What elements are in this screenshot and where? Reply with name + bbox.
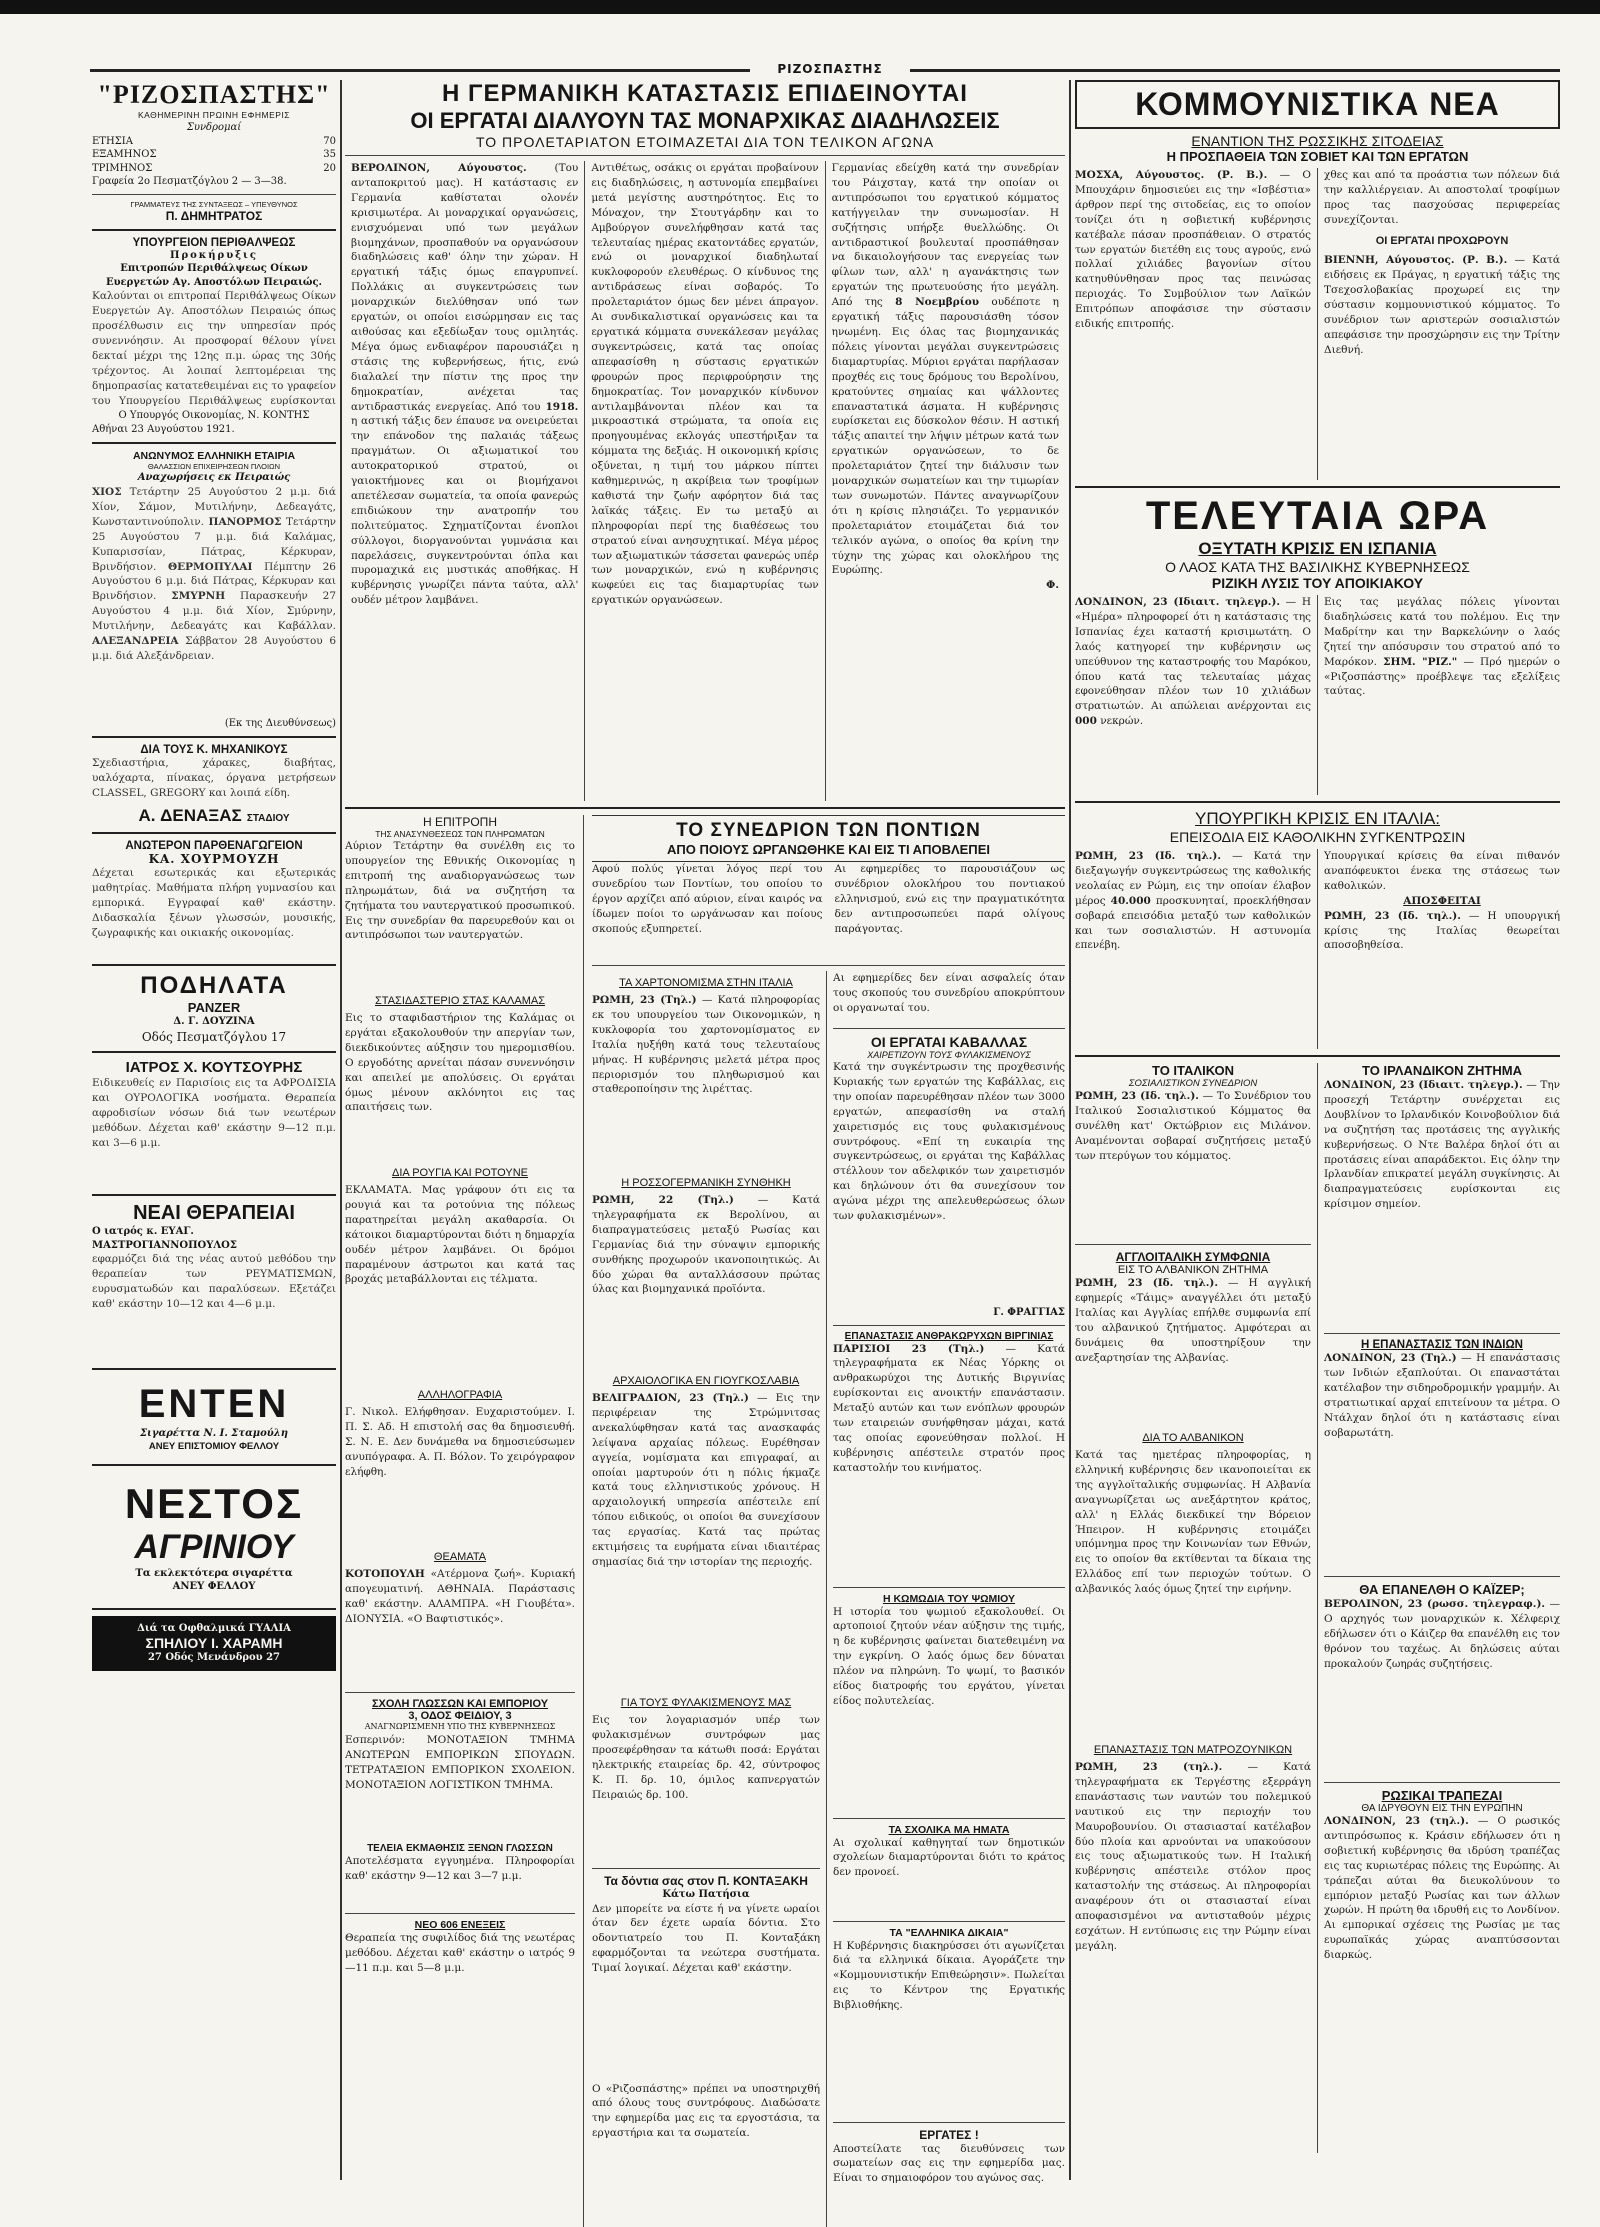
school-books-title: ΤΑ ΣΧΟΛΙΚΑ ΜΑ ΗΜΑΤΑ <box>888 1823 1010 1836</box>
spain-subtitle: Ο ΛΑΟΣ ΚΑΤΑ ΤΗΣ ΒΑΣΙΛΙΚΗΣ ΚΥΒΕΡΝΗΣΕΩΣ <box>1165 559 1470 575</box>
komodia-title: Η ΚΩΜΩΔΙΑ ΤΟΥ ΨΩΜΙΟΥ <box>882 1592 1016 1605</box>
headline-main: Η ΓΕΡΜΑΝΙΚΗ ΚΑΤΑΣΤΑΣΙΣ ΕΠΙΔΕΙΝΟΥΤΑΙ <box>442 80 968 107</box>
right-news-b: ΤΟ ΙΡΛΑΝΔΙΚΟΝ ΖΗΤΗΜΑ ΛΟΝΔΙΝΟΝ, 23 (Ιδιαιτ. τηλεγρ.). — Την προσεχή Τετάρτην συνέρχεται εις Δουβλίνον το Ιρλανδικόν Κοινοβούλιον διά να συζητήση τας προτάσεις της αγγλικής κυβερνήσεως. Ο Ντε Βαλέρα δηλοί ότι αι προτάσεις είναι απαράδεκτοι. Εις όλην την Ιρλανδίαν επικρατεί μεγάλη συγκίνησις. Αι διαπραγματεύσεις ευρίσκονται εις κρίσιμον σημείον. Η ΕΠΑΝΑΣΤΑΣΙΣ ΤΩΝ ΙΝΔΙΩΝ ΛΟΝΔΙΝΟΝ, 23 (Τηλ.) — Η επανάστασις των Ινδιών εξαπλούται. Οι επαναστάται κατέλαβον την σιδηροδρομικήν γραμμήν. Αι στρατιωτικαί αρχαί επιτείνουν τα μέτρα. Ο Ντάλχαν δηλοί ότι η κατάστασις είναι σοβαρωτάτη. ΘΑ ΕΠΑΝΕΛΘΗ Ο ΚΑΪΖΕΡ; ΒΕΡΟΛΙΝΟΝ, 23 (ρωσσ. τηλεγραφ.). — Ο αρχηγός των μοναρχικών κ. Χέλφεριχ εδήλωσεν ότι ο Κάιζερ θα επανέλθη εις τον θρόνον του ταχέως. Αι δηλώσεις αύται προκαλούν ζωηράς συζητήσεις. ΡΩΣΙΚΑΙ ΤΡΑΠΕΖΑΙ ΘΑ ΙΔΡΥΘΟΥΝ ΕΙΣ ΤΗΝ ΕΥΡΩΠΗΝ ΛΟΝΔΙΝΟΝ, 23 (τηλ.). — Ο ρωσικός αντιπρόσωπος κ. Κράσιν εδήλωσεν ότι η σοβιετική κυβέρνησις θα ιδρύση τραπέζας εις τας κυριωτέρας πόλεις της Ευρώπης. Αι τράπεζαι αύται θα διευκολύνουν το εμπόριον μεταξύ Ρωσίας και των άλλων χωρών. Η πρώτη θα ιδρυθή εις το Λονδίνον. Αι εμπορικαί σχέσεις της Ρωσίας με τας ευρωπαϊκάς χώρας αναπτύσσονται διαρκώς. <box>1324 1063 1560 1962</box>
doctor-ad: ΙΑΤΡΟΣ Χ. ΚΟΥΤΣΟΥΡΗΣ Ειδικευθείς εν Παρισίοις εις τα ΑΦΡΟΔΙΣΙΑ και ΟΥΡΟΛΟΓΙΚΑ νοσήματα. Θεραπεία αφροδισίων νόσων διά των νεωτέρων μεθόδων. Δέχεται καθ' εκάστην 9—12 π.μ. και 3—6 μ.μ. <box>92 1059 336 1149</box>
top-black-bar <box>0 0 1600 14</box>
moscow-report: ΜΟΣΧΑ, Αύγουστος. (Ρ. Β.). — Ο Μπουχάριν δημοσιεύει εις την «Ισβέστια» άρθρον περί της σιτοδείας, εις το οποίον τονίζει ότι η σοβιετική κυβέρνησις κατέβαλε πάσαν προσπάθειαν. Ο στρατός των εργατών διετέθη εις τους αγρούς, ενώ πολλαί χιλιάδες βαγονίων σίτου κατηυθύνθησαν προς τας πεινώσας περιοχάς. Το Συμβούλιον των Λαϊκών Επιτρόπων αποφάσισε την σύστασιν ειδικής επιτροπής. <box>1075 168 1318 480</box>
headline-tertiary: ΤΟ ΠΡΟΛΕΤΑΡΙΑΤΟΝ ΕΤΟΙΜΑΖΕΤΑΙ ΔΙΑ ΤΟΝ ΤΕΛΙΚΟΝ ΑΓΩΝΑ <box>475 134 935 150</box>
section-heading: ΓΙΑ ΤΟΥΣ ΦΥΛΑΚΙΣΜΕΝΟΥΣ ΜΑΣ <box>620 1697 792 1709</box>
address-line: Γραφεία 2ο Πεσματζόγλου 2 — 3—38. <box>92 176 287 188</box>
dikaia-title: ΤΑ "ΕΛΛΗΝΙΚΑ ΔΙΚΑΙΑ" <box>889 1926 1009 1939</box>
ship-name: ΠΑΝΟΡΜΟΣ <box>208 515 282 528</box>
section-heading: Η ΡΟΣΣΟΓΕΡΜΑΝΙΚΗ ΣΥΝΘΗΚΗ <box>621 1177 791 1189</box>
apos-title: ΑΠΟΣΦΕΙΤΑΙ <box>1403 894 1481 907</box>
india-title: Η ΕΠΑΝΑΣΤΑΣΙΣ ΤΩΝ ΙΝΔΙΩΝ <box>1361 1339 1523 1351</box>
dentist-place: Κάτω Πατήσια <box>662 1889 750 1900</box>
riz-note: ΣΗΜ. "ΡΙΖ." <box>1383 655 1458 668</box>
nestos-title: ΝΕΣΤΟΣ <box>124 1479 304 1527</box>
committee-subtitle: ΤΗΣ ΑΝΑΣΥΝΘΕΣΕΩΣ ΤΩΝ ΠΛΗΡΩΜΑΤΩΝ <box>375 829 545 839</box>
school-title: ΣΧΟΛΗ ΓΛΩΣΣΩΝ ΚΑΙ ΕΜΠΟΡΙΟΥ <box>371 1698 549 1710</box>
italikon-title: ΤΟ ΙΤΑΛΙΚΟΝ <box>1152 1063 1234 1078</box>
section-heading: ΔΙΑ ΡΟΥΓΙΑ ΚΑΙ ΡΟΤΟΥΝΕ <box>392 1167 528 1179</box>
section-heading: ΑΛΛΗΛΟΓΡΑΦΙΑ <box>417 1389 503 1401</box>
theater-name: ΚΟΤΟΠΟΥΛΗ <box>345 1568 425 1580</box>
spain-title: ΟΞΥΤΑΤΗ ΚΡΙΣΙΣ ΕΝ ΙΣΠΑΝΙΑ <box>1198 539 1437 558</box>
section-heading: ΘΕΑΜΑΤΑ <box>433 1551 487 1563</box>
shipping-subtitle: ΘΑΛΑΣΣΙΩΝ ΕΠΙΧΕΙΡΗΣΕΩΝ ΠΛΟΙΩΝ <box>147 462 281 472</box>
nestos-ad <box>92 1472 336 1602</box>
nestos-tag1: Τα εκλεκτότερα σιγαρέττα <box>135 1567 293 1579</box>
therapy-ad: ΝΕΑΙ ΘΕΡΑΠΕΙΑΙ Ο ιατρός κ. ΕΥΑΓ. ΜΑΣΤΡΟΓΙΑΝΝΟΠΟΥΛΟΣ εφαρμόζει διά της νέας αυτού μεθόδου την θεραπείαν των ΡΕΥΜΑΤΙΣΜΩΝ, ευρυσματωδών και παραλύσεων. Εξετάζει καθ' εκάστην 10—12 και 4—6 μ.μ. <box>92 1202 336 1310</box>
running-head <box>90 62 1560 76</box>
kaiser-title: ΘΑ ΕΠΑΝΕΛΘΗ Ο ΚΑΪΖΕΡ; <box>1359 1582 1525 1597</box>
dentist-ad: Τα δόντια σας στον Π. ΚΟΝΤΑΞΑΚΗ <box>604 1874 808 1888</box>
ship-name: ΣΜΥΡΝΗ <box>171 590 226 603</box>
italikon-subtitle: ΣΟΣΙΑΛΙΣΤΙΚΟΝ ΣΥΝΕΔΡΙΟΝ <box>1128 1078 1258 1089</box>
school-address: 3, ΟΔΟΣ ΦΕΙΔΙΟΥ, 3 <box>408 1710 512 1722</box>
headline-secondary: ΟΙ ΕΡΓΑΤΑΙ ΔΙΑΛΥΟΥΝ ΤΑΣ ΜΟΝΑΡΧΙΚΑΣ ΔΙΑΔΗΛΩΣΕΙΣ <box>410 108 1000 133</box>
workers-title: ΟΙ ΕΡΓΑΤΑΙ ΚΑΒΑΛΛΑΣ <box>870 1034 1028 1050</box>
nestos-subtitle: ΑΓΡΙΝΙΟΥ <box>134 1527 294 1566</box>
banner-subtitle2: Η ΠΡΟΣΠΑΘΕΙΑ ΤΩΝ ΣΟΒΙΕΤ ΚΑΙ ΤΩΝ ΕΡΓΑΤΩΝ <box>1166 149 1469 164</box>
parthenagogeion-owner: ΚΑ. ΧΟΥΡΜΟΥΖΗ <box>148 852 280 867</box>
ministry-notice-subtitle: Επιτροπών Περιθάλψεως Οίκων Ευεργετών Αγ. Αποστόλων Πειραιώς. <box>105 263 323 288</box>
ministry-date: Αθήναι 23 Αυγούστου 1921. <box>92 423 235 435</box>
subscriptions-label: Συνδρομαί <box>186 122 242 134</box>
subscription-row: ΕΤΗΣΙΑ 70 <box>92 135 336 147</box>
bikes-address: Οδός Πεσματζόγλου 17 <box>141 1029 287 1044</box>
right-news-a: ΤΟ ΙΤΑΛΙΚΟΝ ΣΟΣΙΑΛΙΣΤΙΚΟΝ ΣΥΝΕΔΡΙΟΝ ΡΩΜΗ, 23 (Ιδ. τηλ.). — Το Συνέδριον του Ιταλικού Σοσιαλιστικού Κόμματος θα συνέλθη κατ' Οκτώβριον εις Μιλάνον. Αναμένονται σοβαραί συζητήσεις μεταξύ των πτερύγων του κόμματος. ΑΓΓΛΟΙΤΑΛΙΚΗ ΣΥΜΦΩΝΙΑ ΕΙΣ ΤΟ ΑΛΒΑΝΙΚΟΝ ΖΗΤΗΜΑ ΡΩΜΗ, 23 (Ιδ. τηλ.). — Η αγγλική εφημερίς «Τάιμς» αναγγέλλει ότι μεταξύ Ιταλίας και Αγγλίας επήλθε συμφωνία επί του αλβανικού ζητήματος. Αμφότεραι αι δυνάμεις θα υποστηρίξουν την ανεξαρτησίαν της Αλβανίας. ΔΙΑ ΤΟ ΑΛΒΑΝΙΚΟΝ Κατά τας ημετέρας πληροφορίας, η ελληνική κυβέρνησις δεν ικανοποιείται εκ της αγγλοϊταλικής συμφωνίας. Η Αλβανία αναγνωρίζεται ως ανεξάρτητον κράτος, αλλ' η Ελλάς διεκδικεί την Βόρειον Ήπειρον. Η κυβέρνησις ετοιμάζει υπόμνημα προς την Κοινωνίαν των Εθνών, εις το οποίον θα εκτίθενται τα δίκαια της Ελλάδος επί των περιοχών τούτων. Ο αλβανικός λαός όμως ζητεί την ειρήνην. ΕΠΑΝΑΣΤΑΣΙΣ ΤΩΝ ΜΑΤΡΟΖΟΥΝΙΚΩΝ ΡΩΜΗ, 23 (τηλ.). — Κατά τηλεγραφήματα εκ Τεργέστης εξερράγη επανάστασις των ναυτών του πολεμικού ναυτικού εις την περιοχήν του Μαυροβουνίου. Οι στασιασταί κατέλαβον δύο πλοία και αρνούνται να υπακούσουν εις τους αξιωματικούς των. Η Ιταλική κυβέρνησις απέστειλε στόλον προς καταστολήν της στάσεως. Αι πληροφορίαι αναφέρουν ότι οι στασιασταί είναι αποφασισμένοι να αντισταθούν μέχρις εσχάτων. Η εντύπωσις εις την Ρώμην είναι μεγάλη. <box>1075 1063 1318 2153</box>
lead-story <box>345 80 1065 801</box>
spain-report-cont: Εις τας μεγάλας πόλεις γίνονται διαδηλώσεις κατά του πολέμου. Εις την Μαδρίτην και την Βαρκελώνην ο λαός ζητεί την απόσυρσιν του στρατού από το Μαρόκον. ΣΗΜ. "ΡΙΖ." — Πρό ημερών ο «Ριζοσπάστης» προέβλεψε τας εξελίξεις ταύτας. <box>1324 596 1560 698</box>
workers-sign: Γ. ΦΡΑΓΓΙΑΣ <box>993 1307 1065 1318</box>
italy-subtitle: ΕΠΕΙΣΟΔΙΑ ΕΙΣ ΚΑΘΟΛΙΚΗΝ ΣΥΓΚΕΝΤΡΩΣΙΝ <box>1169 829 1466 845</box>
ministry-title: ΥΠΟΥΡΓΕΙΟΝ ΠΕΡΙΘΑΛΨΕΩΣ <box>132 236 296 249</box>
doctor-title: ΙΑΤΡΟΣ Χ. ΚΟΥΤΣΟΥΡΗΣ <box>125 1059 303 1077</box>
shipping-signoff: (Εκ της Διευθύνσεως) <box>224 717 336 729</box>
anglo-title: ΑΓΓΛΟΙΤΑΛΙΚΗ ΣΥΜΦΩΝΙΑ <box>1115 1250 1271 1264</box>
italy-title: ΥΠΟΥΡΓΙΚΗ ΚΡΙΣΙΣ ΕΝ ΙΤΑΛΙΑ: <box>1195 809 1440 828</box>
lead-dateline: ΒΕΡΟΛΙΝΟΝ, Αύγουστος. <box>351 162 527 174</box>
workers-subtitle: ΧΑΙΡΕΤΙΖΟΥΝ ΤΟΥΣ ΦΥΛΑΚΙΣΜΕΝΟΥΣ <box>867 1050 1031 1060</box>
bicycles-ad <box>92 972 336 1045</box>
pontian-congress-section: ΤΟ ΣΥΝΕΔΡΙΟΝ ΤΩΝ ΠΟΝΤΙΩΝ ΑΠΟ ΠΟΙΟΥΣ ΩΡΓΑΝΩΘΗΚΕ ΚΑΙ ΕΙΣ ΤΙ ΑΠΟΒΛΕΠΕΙ Αφού πολύς γίνεται λόγος περί του συνεδρίου των Ποντίων, του οποίου το έργον αρχίζει από αύριον, είναι καιρός να ίδωμεν ποίοι το ωργάνωσαν και ποίους σκοπούς εξυπηρετεί. Αι εφημερίδες το παρουσιάζουν ως συνέδριον ολοκλήρου του ποντιακού ελληνισμού, ενώ εις την πραγματικότητα δεν αντιπροσωπεύει παρά ολίγους παράγοντας. ΤΑ ΧΑΡΤΟΝΟΜΙΣΜΑ ΣΤΗΝ ΙΤΑΛΙΑ ΡΩΜΗ, 23 (Τηλ.) — Κατά πληροφορίας εκ του υπουργείου των Οικονομικών, η κυκλοφορία του χαρτονομίσματος εν Ιταλία ηυξήθη κατά τους τελευταίους μήνας. Η κυβέρνησις μελετά μέτρα προς περιορισμόν του πληθωρισμού και σταθεροποίησιν της λιρέττας. Η ΡΟΣΣΟΓΕΡΜΑΝΙΚΗ ΣΥΝΘΗΚΗ ΡΩΜΗ, 22 (Τηλ.) — Κατά τηλεγραφήματα εκ Βερολίνου, αι διαπραγματεύσεις μεταξύ Ρωσίας και Γερμανίας διά την σύναψιν εμπορικής συνθήκης προχωρούν ικανοποιητικώς. Αι δύο χώραι θα ανταλλάσσουν πρώτας ύλας και βιομηχανικά προϊόντα. ΑΡΧΑΙΟΛΟΓΙΚΑ ΕΝ ΓΙΟΥΓΚΟΣΛΑΒΙΑ ΒΕΛΙΓΡΑΔΙΟΝ, 23 (Τηλ.) — Εις την περιφέρειαν της Στρώμνιτσας ανεκαλύφθησαν κατά τας ανασκαφάς λείψανα αρχαίας πόλεως. Ευρέθησαν αγγεία, νομίσματα και επιγραφαί, αι οποίαι μαρτυρούν ότι η πόλις ήκμαζε κατά τους ελληνιστικούς χρόνους. Η αρχαιολογική υπηρεσία απέστειλε επί τόπου ειδικούς, οι οποίοι θα συνεχίσουν τας εργασίας. Κατά τας πρώτας εκτιμήσεις τα ευρήματα είναι ιδιαιτέρας σημασίας διά την ιστορίαν της περιοχής. ΓΙΑ ΤΟΥΣ ΦΥΛΑΚΙΣΜΕΝΟΥΣ ΜΑΣ Εις τον λογαριασμόν υπέρ των φυλακισμένων συντρόφων μας προσεφέρθησαν τα κάτωθι ποσά: Εργάται ηλεκτρικής εταιρείας δρ. 42, σύντροφος Κ. Π. δρ. 10, όμιλος καπνεργατών Πειραιώς δρ. 100. Τα δόντια σας στον Π. ΚΟΝΤΑΞΑΚΗ Κάτω Πατήσια Δεν μπορείτε να είστε ή να γίνετε ωραίοι όταν δεν έχετε ωραία δόντια. Στο οδοντιατρείο του Π. Κονταξάκη εφαρμόζονται τα νεώτερα συστήματα. Τιμαί λογικαί. Δέχεται καθ' εκάστην. Ο «Ριζοσπάστης» πρέπει να υποστηριχθή από όλους τους συντρόφους. Διαδώσατε την εφημερίδα μας εις τα εργοστάσια, τα εργαστήρια και τα σωματεία. Αι εφημερίδες δεν είναι ασφαλείς όταν τους σκοπούς του συνεδρίου αποκρύπτουν οι οργανωταί του. ΟΙ ΕΡΓΑΤΑΙ ΚΑΒΑΛΛΑΣ ΧΑΙΡΕΤΙΖΟΥΝ ΤΟΥΣ ΦΥΛΑΚΙΣΜΕΝΟΥΣ Κατά την συγκέντρωσιν της προχθεσινής Κυριακής των εργατών της Καβάλλας, εις την οποίαν παρευρέθησαν πλέον των 3000 εργατών, απεφασίσθη να σταλή χαιρετισμός εις τους φυλακισμένους συντρόφους. «Επί τη ευκαιρία της συγκεντρώσεως, οι εργάται της Καβάλλας στέλλουν τον αδελφικόν των χαιρετισμόν και δηλώνουν ότι θα συνεχίσουν τον αγώνα μέχρι της απελευθερώσεως όλων των φυλακισμένων». Γ. ΦΡΑΓΓΙΑΣ ΕΠΑΝΑΣΤΑΣΙΣ ΑΝΘΡΑΚΩΡΥΧΩΝ ΒΙΡΓΙΝΙΑΣ ΠΑΡΙΣΙΟΙ 23 (Τηλ.) — Κατά τηλεγραφήματα εκ Νέας Υόρκης οι ανθρακωρύχοι της Δυτικής Βιργινίας ευρίσκονται εις ανοικτήν επανάστασιν. Μεταξύ αυτών και των ενόπλων φρουρών των εταιρειών συνήφθησαν μάχαι, κατά τας οποίας εφονεύθησαν πολλοί. Η κυβέρνησις απέστειλε στρατόν προς καταστολήν του κινήματος. Η ΚΩΜΩΔΙΑ ΤΟΥ ΨΩΜΙΟΥ Η ιστορία του ψωμιού εξακολουθεί. Οι αρτοποιοί ζητούν νέαν αύξησιν της τιμής, η δε κυβέρνησις φαίνεται διατεθειμένη να την εγκρίνη. Ο λαός όμως δεν δύναται πλέον να πληρώνη. Το ψωμί, το βασικόν είδος διατροφής του εργάτου, γίνεται είδος πολυτελείας. ΤΑ ΣΧΟΛΙΚΑ ΜΑ ΗΜΑΤΑ Αι σχολικαί καθηγηταί των δημοτικών σχολείων διαμαρτύρονται διότι το κράτος δεν προνοεί. ΤΑ "ΕΛΛΗΝΙΚΑ ΔΙΚΑΙΑ" Η Κυβέρνησις διακηρύσσει ότι αγωνίζεται διά τα ελληνικά δίκαια. Αγοράζετε την «Κομμουνιστικήν Επιθεώρησιν». Πωλείται εις το Κέντρον της Εργατικής Βιβλιοθήκης. ΕΡΓΑΤΕΣ ! Αποστείλατε τας διευθύνσεις των σωματείων σας εις την εφημερίδα μας. Είναι το σημαιοφόρον του αγώνος σας. <box>584 815 1065 2227</box>
ministry-notice: ΥΠΟΥΡΓΕΙΟΝ ΠΕΡΙΘΑΛΨΕΩΣ Προκήρυξις Επιτροπών Περιθάλψεως Οίκων Ευεργετών Αγ. Αποστόλων Πειραιώς. Καλούνται οι επιτροπαί Περιθάλψεως Οίκων Ευεργετών Αγ. Αποστόλων Πειραιώς όπως προσέλθωσιν εις την υπηρεσίαν πρός συνεννόησιν. Αι προσφοραί θέλουν γίνει δεκταί μέχρι της 12ης π.μ. ώρας της 30ής τρέχοντος. Αι λοιπαί λεπτομέρειαι της δημοπρασίας κατατεθειμέναι εις το γραφείον του Υπουργείου Περιθάλψεως ευρίσκονται Ο Υπουργός Οικονομίας, Ν. ΚΟΝΤΗΣ Αθήναι 23 Αυγούστου 1921. <box>92 236 336 435</box>
section-heading: ΣΤΑΣΙΔΑΣΤΕΡΙΟ ΣΤΑΣ ΚΑΛΑΜΑΣ <box>375 995 545 1007</box>
ministry-notice-heading: Προκήρυξις <box>170 249 258 261</box>
enten-title: ΕΝΤΕΝ <box>138 1382 290 1427</box>
masthead-subtitle: ΚΑΘΗΜΕΡΙΝΗ ΠΡΩΙΝΗ ΕΦΗΜΕΡΙΣ <box>137 110 291 120</box>
lead-col: ΒΕΡΟΛΙΝΟΝ, Αύγουστος. (Του ανταποκριτού μας). Η κατάστασις εν Γερμανία καθίσταται ολονέν κρισιμωτέρα. Αι μοναρχικαί οργανώσεις, ενισχυόμεναι υπό των μεγάλων βιομηχάνων, προσπαθούν να οργανώσουν διαδηλώσεις καθ' όλην την χώραν. Η εργατική τάξις όμως επαγρυπνεί. Πολλάκις αι συγκεντρώσεις των μοναρχικών διελύθησαν υπό των εργατών, οι οποίοι εισώρμησαν εις τας αιθούσας και εξεδίωξαν τους ομιλητάς. Μέγα όμως ενδιαφέρον παρουσιάζει η στάσις της κυβερνήσεως, ήτις, ενώ διαλαλεί την πίστιν της προς την δημοκρατίαν, ανέχεται τας αντιδραστικάς ενεργείας. Από του 1918. η αστική τάξις δεν έπαυσε να ονειρεύεται την επάνοδον της παλαιάς τάξεως πραγμάτων. Οι αξιωματικοί του αυτοκρατορικού στρατού, οι γαιοκτήμονες και οι βιομήχανοι απετέλεσαν σωματεία, τα οποία φανερώς επιδιώκουν την ανατροπήν του πολιτεύματος. Σχηματίζονται ένοπλοι σύλλογοι, διοργανούνται γυμνάσια και παρελάσεις, συγκεντρούνται όπλα και πυρομαχικά εις μυστικάς αποθήκας. Η κυβέρνησις γνωρίζει πάντα ταύτα, αλλ' ουδέν μέτρον λαμβάνει. <box>351 162 579 607</box>
bikes-dealer: Δ. Γ. ΔΟΥΖΙΝΑ <box>173 1016 255 1028</box>
engineers-ad: ΔΙΑ ΤΟΥΣ Κ. ΜΗΧΑΝΙΚΟΥΣ Σχεδιαστήρια, χάρακες, διαβήτας, υαλόχαρτα, πίνακας, όργανα μετρήσεων CLASSEL, GREGORY και λοιπά είδη. A. ΔΕΝΑΞΑΣ ΣΤΑΔΙΟΥ <box>92 744 336 826</box>
bikes-brand: PANZER <box>187 1000 241 1016</box>
school-subtitle: ΤΕΛΕΙΑ ΕΚΜΑΘΗΣΙΣ ΞΕΝΩΝ ΓΛΩΣΣΩΝ <box>367 1842 553 1854</box>
column-divider <box>1069 80 1071 2180</box>
glasses-line3: 27 Οδός Μενάνδρου 27 <box>147 1652 281 1664</box>
matrozouniki-title: ΕΠΑΝΑΣΤΑΣΙΣ ΤΩΝ ΜΑΤΡΟΖΟΥΝΙΚΩΝ <box>1093 1744 1293 1756</box>
shipping-title: ΑΝΩΝΥΜΟΣ ΕΛΛΗΝΙΚΗ ΕΤΑΙΡΙΑ <box>132 450 296 463</box>
moscow-report-cont: χθες και από τα προάστια των πόλεων διά την καλλιέργειαν. Αι αποστολαί τροφίμων προς τας πασχούσας περιφερείας συνεχίζονται. ΟΙ ΕΡΓΑΤΑΙ ΠΡΟΧΩΡΟΥΝ ΒΙΕΝΝΗ, Αύγουστος. (Ρ. Β.). — Κατά ειδήσεις εκ Πράγας, η εργατική τάξις της Τσεχοσλοβακίας προχωρεί εις την σύστασιν κομμουνιστικού κόμματος. Το συνέδριον των αριστερών σοσιαλιστών απεφάσισε την προσχώρησιν εις την Τρίτην Διεθνή. <box>1324 169 1560 356</box>
neo-606-title: ΝΕΟ 606 ΕΝΕΞΕΙΣ <box>414 1918 506 1931</box>
bikes-title: ΠΟΔΗΛΑΤΑ <box>140 972 288 1000</box>
subscription-row: ΕΞΑΜΗΝΟΣ 35 <box>92 149 336 161</box>
shipping-departures: Αναχωρήσεις εκ Πειραιώς <box>137 472 291 484</box>
anglo-subtitle: ΕΙΣ ΤΟ ΑΛΒΑΝΙΚΟΝ ΖΗΤΗΜΑ <box>1117 1264 1269 1276</box>
nestos-tag2: ΑΝΕΥ ΦΕΛΛΟΥ <box>172 1581 256 1593</box>
editor-name: Π. ΔΗΜΗΤΡΑΤΟΣ <box>165 208 263 223</box>
glasses-line1: Διά τα Οφθαλμικά ΓΥΑΛΙΑ <box>137 1622 291 1634</box>
news-column-b: Αι εφημερίδες δεν είναι ασφαλείς όταν τους σκοπούς του συνεδρίου αποκρύπτουν οι οργανωταί του. ΟΙ ΕΡΓΑΤΑΙ ΚΑΒΑΛΛΑΣ ΧΑΙΡΕΤΙΖΟΥΝ ΤΟΥΣ ΦΥΛΑΚΙΣΜΕΝΟΥΣ Κατά την συγκέντρωσιν της προχθεσινής Κυριακής των εργατών της Καβάλλας, εις την οποίαν παρευρέθησαν πλέον των 3000 εργατών, απεφασίσθη να σταλή χαιρετισμός εις τους φυλακισμένους συντρόφους. «Επί τη ευκαιρία της συγκεντρώσεως, οι εργάται της Καβάλλας στέλλουν τον αδελφικόν των χαιρετισμόν και δηλώνουν ότι θα συνεχίσουν τον αγώνα μέχρι της απελευθερώσεως όλων των φυλακισμένων». Γ. ΦΡΑΓΓΙΑΣ ΕΠΑΝΑΣΤΑΣΙΣ ΑΝΘΡΑΚΩΡΥΧΩΝ ΒΙΡΓΙΝΙΑΣ ΠΑΡΙΣΙΟΙ 23 (Τηλ.) — Κατά τηλεγραφήματα εκ Νέας Υόρκης οι ανθρακωρύχοι της Δυτικής Βιργινίας ευρίσκονται εις ανοικτήν επανάστασιν. Μεταξύ αυτών και των ενόπλων φρουρών των εταιρειών συνήφθησαν μάχαι, κατά τας οποίας εφονεύθησαν πολλοί. Η κυβέρνησις απέστειλε στρατόν προς καταστολήν του κινήματος. Η ΚΩΜΩΔΙΑ ΤΟΥ ΨΩΜΙΟΥ Η ιστορία του ψωμιού εξακολουθεί. Οι αρτοποιοί ζητούν νέαν αύξησιν της τιμής, η δε κυβέρνησις φαίνεται διατεθειμένη να την εγκρίνη. Ο λαός όμως δεν δύναται πλέον να πληρώνη. Το ψωμί, το βασικόν είδος διατροφής του εργάτου, γίνεται είδος πολυτελείας. ΤΑ ΣΧΟΛΙΚΑ ΜΑ ΗΜΑΤΑ Αι σχολικαί καθηγηταί των δημοτικών σχολείων διαμαρτύρονται διότι το κράτος δεν προνοεί. ΤΑ "ΕΛΛΗΝΙΚΑ ΔΙΚΑΙΑ" Η Κυβέρνησις διακηρύσσει ότι αγωνίζεται διά τα ελληνικά δίκαια. Αγοράζετε την «Κομμουνιστικήν Επιθεώρησιν». Πωλείται εις το Κέντρον της Εργατικής Βιβλιοθήκης. ΕΡΓΑΤΕΣ ! Αποστείλατε τας διευθύνσεις των σωματείων σας εις την εφημερίδα μας. Είναι το σημαιοφόρον του αγώνος σας. <box>833 972 1065 2185</box>
column-divider <box>340 80 342 2180</box>
subscription-row: ΤΡΙΜΗΝΟΣ 20 <box>92 162 336 174</box>
lead-sign: Φ. <box>1046 579 1059 592</box>
glasses-line2: ΣΠΗΛΙΟΥ Ι. ΧΑΡΑΜΗ <box>145 1635 283 1652</box>
spain-subtitle2: ΡΙΖΙΚΗ ΛΥΣΙΣ ΤΟΥ ΑΠΟΙΚΙΑΚΟΥ <box>1211 575 1424 591</box>
virginia-title: ΕΠΑΝΑΣΤΑΣΙΣ ΑΝΘΡΑΚΩΡΥΧΩΝ ΒΙΡΓΙΝΙΑΣ <box>844 1330 1054 1342</box>
italy-report-cont: Υπουργικαί κρίσεις θα είναι πιθανόν αναπόφευκτοι ένεκα της στάσεως των καθολικών. ΑΠΟΣΦΕΙΤΑΙ ΡΩΜΗ, 23 (Ιδ. τηλ.). — Η υπουργική κρίσις της Ιταλίας θεωρείται αποσοβηθείσα. <box>1324 850 1560 952</box>
section-heading: ΑΡΧΑΙΟΛΟΓΙΚΑ ΕΝ ΓΙΟΥΓΚΟΣΛΑΒΙΑ <box>612 1375 800 1387</box>
parthenagogeion-title: ΑΝΩΤΕΡΟΝ ΠΑΡΘΕΝΑΓΩΓΕΙΟΝ <box>125 840 303 853</box>
ship-name: ΧΙΟΣ <box>92 485 122 498</box>
committee-title: Η ΕΠΙΤΡΟΠΗ <box>422 815 497 829</box>
school-line: ΑΝΑΓΝΩΡΙΣΜΕΝΗ ΥΠΟ ΤΗΣ ΚΥΒΕΡΝΗΣΕΩΣ <box>364 1722 556 1731</box>
banner-subtitle: ΕΝΑΝΤΙΟΝ ΤΗΣ ΡΩΣΣΙΚΗΣ ΣΙΤΟΔΕΙΑΣ <box>1191 133 1444 149</box>
parthenagogeion-ad: ΑΝΩΤΕΡΟΝ ΠΑΡΘΕΝΑΓΩΓΕΙΟΝ ΚΑ. ΧΟΥΡΜΟΥΖΗ Δέχεται εσωτερικάς και εξωτερικάς μαθητρίας. Μαθήματα πλήρη γυμνασίου και εμπορικά. Εγγραφαί καθ' εκάστην. Διδασκαλία ξένων γλωσσών, μουσικής, ζωγραφικής και οικιακής οικονομίας. <box>92 840 336 940</box>
running-head-title: ΡΙΖΟΣΠΑΣΤΗΣ <box>777 62 883 76</box>
last-hour-banner <box>1075 494 1560 539</box>
communist-news-banner <box>1075 80 1560 129</box>
lead-col: Αντιθέτως, οσάκις οι εργάται προβαίνουν εις διαδηλώσεις, η αστυνομία επεμβαίνει μετά μεγίστης αυστηρότητος. Εις το Μόναχον, την Στουτγάρδην και το Αμβούργον συνελήφθησαν κατά τας τελευταίας ημέρας εκατοντάδες εργατών, ενώ οι μοναρχικοί διαδηλωταί κυκλοφορούν ελευθέρως. Ο κίνδυνος της αντιδράσεως είναι σοβαρός. Το προλεταριάτον όμως δεν μένει άπραγον. Αι συνδικαλιστικαί οργανώσεις και τα εργατικά κόμματα συνεκάλεσαν μεγάλας συγκεντρώσεις, κατά τας οποίας απεφασίσθη η σύστασις εργατικών φρουρών προς περιφρούρησιν της δημοκρατίας. Τον μοναρχικόν κίνδυνον αντιλαμβάνονται πλέον και τα μικροαστικά στρώματα, τα οποία εις προηγουμένας εκλογάς υπεστήριξαν τα κόμματα της δεξιάς. Η οικονομική κρίσις οξύνεται, η τιμή του μάρκου πίπτει καθημερινώς, η ακρίβεια των τροφίμων καθιστά την ζωήν αφόρητον διά τας λαϊκάς τάξεις. Εν τω μεταξύ αι πληροφορίαι περί της διαθέσεως του στρατού είναι ανησυχητικαί. Μέγα μέρος των αξιωματικών τάσσεται φανερώς υπέρ των μοναρχικών, ενώ η κυβέρνησις κωφεύει εις τας διαμαρτυρίας των εργατικών οργανώσεων. <box>584 161 824 801</box>
left-column <box>92 80 336 1671</box>
synedrion-subtitle: ΑΠΟ ΠΟΙΟΥΣ ΩΡΓΑΝΩΘΗΚΕ ΚΑΙ ΕΙΣ ΤΙ ΑΠΟΒΛΕΠΕΙ <box>667 842 990 857</box>
ireland-title: ΤΟ ΙΡΛΑΝΔΙΚΟΝ ΖΗΤΗΜΑ <box>1362 1063 1522 1078</box>
therapy-title: ΝΕΑΙ ΘΕΡΑΠΕΙΑΙ <box>133 1202 295 1225</box>
banks-subtitle: ΘΑ ΙΔΡΥΘΟΥΝ ΕΙΣ ΤΗΝ ΕΥΡΩΠΗΝ <box>1361 1803 1523 1814</box>
therapy-doctor: Ο ιατρός κ. ΕΥΑΓ. ΜΑΣΤΡΟΓΙΑΝΝΟΠΟΥΛΟΣ <box>92 1226 237 1251</box>
ship-name: ΘΕΡΜΟΠΥΛΑΙ <box>168 560 253 573</box>
prox-title: ΟΙ ΕΡΓΑΤΑΙ ΠΡΟΧΩΡΟΥΝ <box>1375 234 1509 247</box>
section-heading: ΤΑ ΧΑΡΤΟΝΟΜΙΣΜΑ ΣΤΗΝ ΙΤΑΛΙΑ <box>619 977 793 989</box>
spain-report: ΛΟΝΔΙΝΟΝ, 23 (Ιδιαιτ. τηλεγρ.). — Η «Ημέρα» πληροφορεί ότι η κατάστασις της Ισπανίας έχει καταστή κρισιμωτάτη. Ο λαός κατηγορεί την κυβέρνησιν ως υπεύθυνον της καταστροφής του Μαρόκου, όπου κατά τας τελευταίας μάχας εφονεύθησαν πλέον των 10 χιλιάδων στρατιωτών. Αι απώλειαι ανέρχονται εις 000 νεκρών. <box>1075 595 1318 795</box>
banks-title: ΡΩΣΙΚΑΙ ΤΡΑΠΕΖΑΙ <box>1381 1788 1503 1803</box>
enten-maker: Σιγαρέττα Ν. Ι. Σταμούλη <box>139 1428 289 1440</box>
center-column <box>345 80 1065 2227</box>
lead-col: Γερμανίας εδείχθη κατά την συνεδρίαν του Ράιχσταγ, κατά την οποίαν οι αντιπρόσωποι του εργατικού κόμματος κατήγγειλαν την συνωμοσίαν. Η συζήτησις υπήρξε θυελλώδης. Οι αντιδραστικοί βουλευταί προσπάθησαν να δικαιολογήσουν τας ενεργείας των φίλων των, αλλ' η αγανάκτησις των εργατών της πρωτευούσης ήτο μεγάλη. Από της 8 Νοεμβρίου ουδέποτε η εργατική τάξις παρουσιάσθη τόσον ηνωμένη. Εις όλας τας βιομηχανικάς πόλεις γίνονται μεγάλαι συγκεντρώσεις διαμαρτυρίας. Μύριοι εργάται παρήλασαν προχθές εις τους δρόμους του Βερολίνου, κρατούντες σημαίας και ψάλλοντες επαναστατικά άσματα. Η κυβέρνησις ευρίσκεται εις δύσκολον θέσιν. Η αστική τάξις απαιτεί την λήψιν μέτρων κατά των εργατικών οργανώσεων, το δε προλεταριάτον ζητεί την διάλυσιν των μοναρχικών σωματείων και την τιμωρίαν των συνωμοτών. Πάντες αναγνωρίζουν ότι η κρίσις πλησιάζει. Το γερμανικόν προλεταριάτον ετοιμάζεται διά τον τελικόν αγώνα, ο οποίος θα κρίνη την τύχην της χώρας και ολοκλήρου της Ευρώπης. Φ. <box>825 161 1065 801</box>
shipping-notice: ΑΝΩΝΥΜΟΣ ΕΛΛΗΝΙΚΗ ΕΤΑΙΡΙΑ ΘΑΛΑΣΣΙΩΝ ΕΠΙΧΕΙΡΗΣΕΩΝ ΠΛΟΙΩΝ Αναχωρήσεις εκ Πειραιώς ΧΙΟΣ Τετάρτην 25 Αυγούστου 2 μ.μ. διά Χίον, Σάμον, Μυτιλήνην, Δεδεαγάτς, Κωνσταντινούπολιν. ΠΑΝΟΡΜΟΣ Τετάρτην 25 Αυγούστου 7 μ.μ. διά Καλάμας, Κυπαρισσίαν, Πάτρας, Κέρκυραν, Βρινδήσιον. ΘΕΡΜΟΠΥΛΑΙ Πέμπτην 26 Αυγούστου 6 μ.μ. διά Πάτρας, Κέρκυραν και Βρινδήσιον. ΣΜΥΡΝΗ Παρασκευήν 27 Αυγούστου 4 μ.μ. διά Χίον, Σμύρνην, Μυτιλήνην, Δεδεαγάτς και Καβάλλαν. ΑΛΕΞΑΝΔΡΕΙΑ Σάββατον 28 Αυγούστου 6 μ.μ. διά Αλεξάνδρειαν. (Εκ της Διευθύνσεως) <box>92 450 336 729</box>
engineers-brand-suffix: ΣΤΑΔΙΟΥ <box>246 813 290 825</box>
ship-name: ΑΛΕΞΑΝΔΡΕΙΑ <box>92 635 179 648</box>
italy-report: ΡΩΜΗ, 23 (Ιδ. τηλ.). — Κατά την διεξαγωγήν συγκεντρώσεως της καθολικής νεολαίας εν Ρώμη, εις την οποίαν έλαβον μέρος 40.000 προσκυνηταί, προεκλήθησαν σοβαρά επεισόδια μεταξύ των καθολικών και των σοσιαλιστών. Η αστυνομία επενέβη. <box>1075 849 1318 1049</box>
masthead <box>92 80 336 223</box>
ergatai-call: ΕΡΓΑΤΕΣ ! <box>919 2127 979 2142</box>
enten-tag: ΑΝΕΥ ΕΠΙΣΤΟΜΙΟΥ ΦΕΛΛΟΥ <box>148 1440 280 1452</box>
engineers-title: ΔΙΑ ΤΟΥΣ Κ. ΜΗΧΑΝΙΚΟΥΣ <box>140 744 288 757</box>
synedrion-title: ΤΟ ΣΥΝΕΔΡΙΟΝ ΤΩΝ ΠΟΝΤΙΩΝ <box>676 820 981 841</box>
committee-column: Η ΕΠΙΤΡΟΠΗ ΤΗΣ ΑΝΑΣΥΝΘΕΣΕΩΣ ΤΩΝ ΠΛΗΡΩΜΑΤΩΝ Αύριον Τετάρτην θα συνέλθη εις το υπουργείον της Εθνικής Οικονομίας η επιτροπή της αναδιοργανώσεως των πληρωμάτων, διά να συζητήση τα ζητήματα του ναυτεργατικού προσωπικού. Εις την συνεδρίαν θα παρευρεθούν και οι αντιπρόσωποι των ναυτεργατών. ΣΤΑΣΙΔΑΣΤΕΡΙΟ ΣΤΑΣ ΚΑΛΑΜΑΣ Εις το σταφιδαστήριον της Καλάμας οι εργάται εξακολουθούν την απεργίαν των, διεκδικούντες αύξησιν του ημερομισθίου. Ο εργοδότης αρνείται πάσαν συνεννόησιν και απειλεί με απολύσεις. Οι εργάται όμως μένουν ακλόνητοι εις τας απαιτήσεις των. ΔΙΑ ΡΟΥΓΙΑ ΚΑΙ ΡΟΤΟΥΝΕ ΕΚΛΑΜΑΤΑ. Μας γράφουν ότι εις τα ρουγιά και τα ροτούνια της πόλεως παρατηρείται μεγάλη ακαθαρσία. Οι κάτοικοι διαμαρτύρονται διότι η δημαρχία ουδέν μέτρον λαμβάνει. Οι δρόμοι παραμένουν άστρωτοι και κατά τας βροχάς μεταβάλλονται εις τέλματα. ΑΛΛΗΛΟΓΡΑΦΙΑ Γ. Νικολ. Ελήφθησαν. Ευχαριστούμεν. Ι. Π. Σ. Αδ. Η επιστολή σας θα δημοσιευθή. Σ. Ν. Ε. Δεν δυνάμεθα να δημοσιεύσωμεν ανυπόγραφα. Α. Π. Βόλον. Το χειρόγραφον ελήφθη. ΘΕΑΜΑΤΑ ΚΟΤΟΠΟΥΛΗ «Ατέρμονα ζωή». Κυριακή απογευματινή. ΑΘΗΝΑΙΑ. Παράστασις καθ' εκάστην. ΑΛΑΜΠΡΑ. «Η Γιουβέτα». ΔΙΟΝΥΣΙΑ. «Ο Βαφτιστικός». ΣΧΟΛΗ ΓΛΩΣΣΩΝ ΚΑΙ ΕΜΠΟΡΙΟΥ 3, ΟΔΟΣ ΦΕΙΔΙΟΥ, 3 ΑΝΑΓΝΩΡΙΣΜΕΝΗ ΥΠΟ ΤΗΣ ΚΥΒΕΡΝΗΣΕΩΣ Εσπερινόν: ΜΟΝΟΤΑΞΙΟΝ ΤΜΗΜΑ ΑΝΩΤΕΡΩΝ ΕΜΠΟΡΙΚΩΝ ΣΠΟΥΔΩΝ. ΤΕΤΡΑΤΑΞΙΟΝ ΕΜΠΟΡΙΚΟΝ ΣΧΟΛΕΙΟΝ. ΜΟΝΟΤΑΞΙΟΝ ΛΟΓΙΣΤΙΚΟΝ ΤΜΗΜΑ. ΤΕΛΕΙΑ ΕΚΜΑΘΗΣΙΣ ΞΕΝΩΝ ΓΛΩΣΣΩΝ Αποτελέσματα εγγυημένα. Πληροφορίαι καθ' εκάστην 9—12 και 3—7 μ.μ. ΝΕΟ 606 ΕΝΕΞΕΙΣ Θεραπεία της συφιλίδος διά της νεωτέρας μεθόδου. Δέχεται καθ' εκάστην ο ιατρός 9—11 π.μ. και 5—8 μ.μ. <box>345 815 584 2227</box>
masthead-title: "ΡΙΖΟΣΠΑΣΤΗΣ" <box>97 80 331 109</box>
right-column <box>1075 80 1560 2153</box>
news-column-a: ΤΑ ΧΑΡΤΟΝΟΜΙΣΜΑ ΣΤΗΝ ΙΤΑΛΙΑ ΡΩΜΗ, 23 (Τηλ.) — Κατά πληροφορίας εκ του υπουργείου των Οικονομικών, η κυκλοφορία του χαρτονομίσματος εν Ιταλία ηυξήθη κατά τους τελευταίους μήνας. Η κυβέρνησις μελετά μέτρα προς περιορισμόν του πληθωρισμού και σταθεροποίησιν της λιρέττας. Η ΡΟΣΣΟΓΕΡΜΑΝΙΚΗ ΣΥΝΘΗΚΗ ΡΩΜΗ, 22 (Τηλ.) — Κατά τηλεγραφήματα εκ Βερολίνου, αι διαπραγματεύσεις μεταξύ Ρωσίας και Γερμανίας διά την σύναψιν εμπορικής συνθήκης προχωρούν ικανοποιητικώς. Αι δύο χώραι θα ανταλλάσσουν πρώτας ύλας και βιομηχανικά προϊόντα. ΑΡΧΑΙΟΛΟΓΙΚΑ ΕΝ ΓΙΟΥΓΚΟΣΛΑΒΙΑ ΒΕΛΙΓΡΑΔΙΟΝ, 23 (Τηλ.) — Εις την περιφέρειαν της Στρώμνιτσας ανεκαλύφθησαν κατά τας ανασκαφάς λείψανα αρχαίας πόλεως. Ευρέθησαν αγγεία, νομίσματα και επιγραφαί, αι οποίαι μαρτυρούν ότι η πόλις ήκμαζε κατά τους ελληνιστικούς χρόνους. Η αρχαιολογική υπηρεσία απέστειλε επί τόπου ειδικούς, οι οποίοι θα συνεχίσουν τας εργασίας. Κατά τας πρώτας εκτιμήσεις τα ευρήματα είναι ιδιαιτέρας σημασίας διά την ιστορίαν της περιοχής. ΓΙΑ ΤΟΥΣ ΦΥΛΑΚΙΣΜΕΝΟΥΣ ΜΑΣ Εις τον λογαριασμόν υπέρ των φυλακισμένων συντρόφων μας προσεφέρθησαν τα κάτωθι ποσά: Εργάται ηλεκτρικής εταιρείας δρ. 42, σύντροφος Κ. Π. δρ. 10, όμιλος καπνεργατών Πειραιώς δρ. 100. Τα δόντια σας στον Π. ΚΟΝΤΑΞΑΚΗ Κάτω Πατήσια Δεν μπορείτε να είστε ή να γίνετε ωραίοι όταν δεν έχετε ωραία δόντια. Στο οδοντιατρείο του Π. Κονταξάκη εφαρμόζονται τα νεώτερα συστήματα. Τιμαί λογικαί. Δέχεται καθ' εκάστην. Ο «Ριζοσπάστης» πρέπει να υποστηριχθή από όλους τους συντρόφους. Διαδώσατε την εφημερίδα μας εις τα εργοστάσια, τα εργαστήρια και τα σωματεία. <box>592 971 827 2227</box>
glasses-ad <box>92 1616 336 1671</box>
enten-ad <box>92 1376 336 1458</box>
banner-title: ΚΟΜΜΟΥΝΙΣΤΙΚΑ ΝΕΑ <box>1135 86 1500 122</box>
engineers-brand: A. ΔΕΝΑΞΑΣ <box>138 806 242 826</box>
editorial-label: ΓΡΑΜΜΑΤΕΥΣ ΤΗΣ ΣΥΝΤΑΞΕΩΣ – ΥΠΕΥΘΥΝΟΣ <box>130 199 298 209</box>
last-hour-title: ΤΕΛΕΥΤΑΙΑ ΩΡΑ <box>1145 494 1490 538</box>
ministry-signoff: Ο Υπουργός Οικονομίας, Ν. ΚΟΝΤΗΣ <box>118 410 310 422</box>
albanikon-title: ΔΙΑ ΤΟ ΑΛΒΑΝΙΚΟΝ <box>1142 1432 1244 1444</box>
